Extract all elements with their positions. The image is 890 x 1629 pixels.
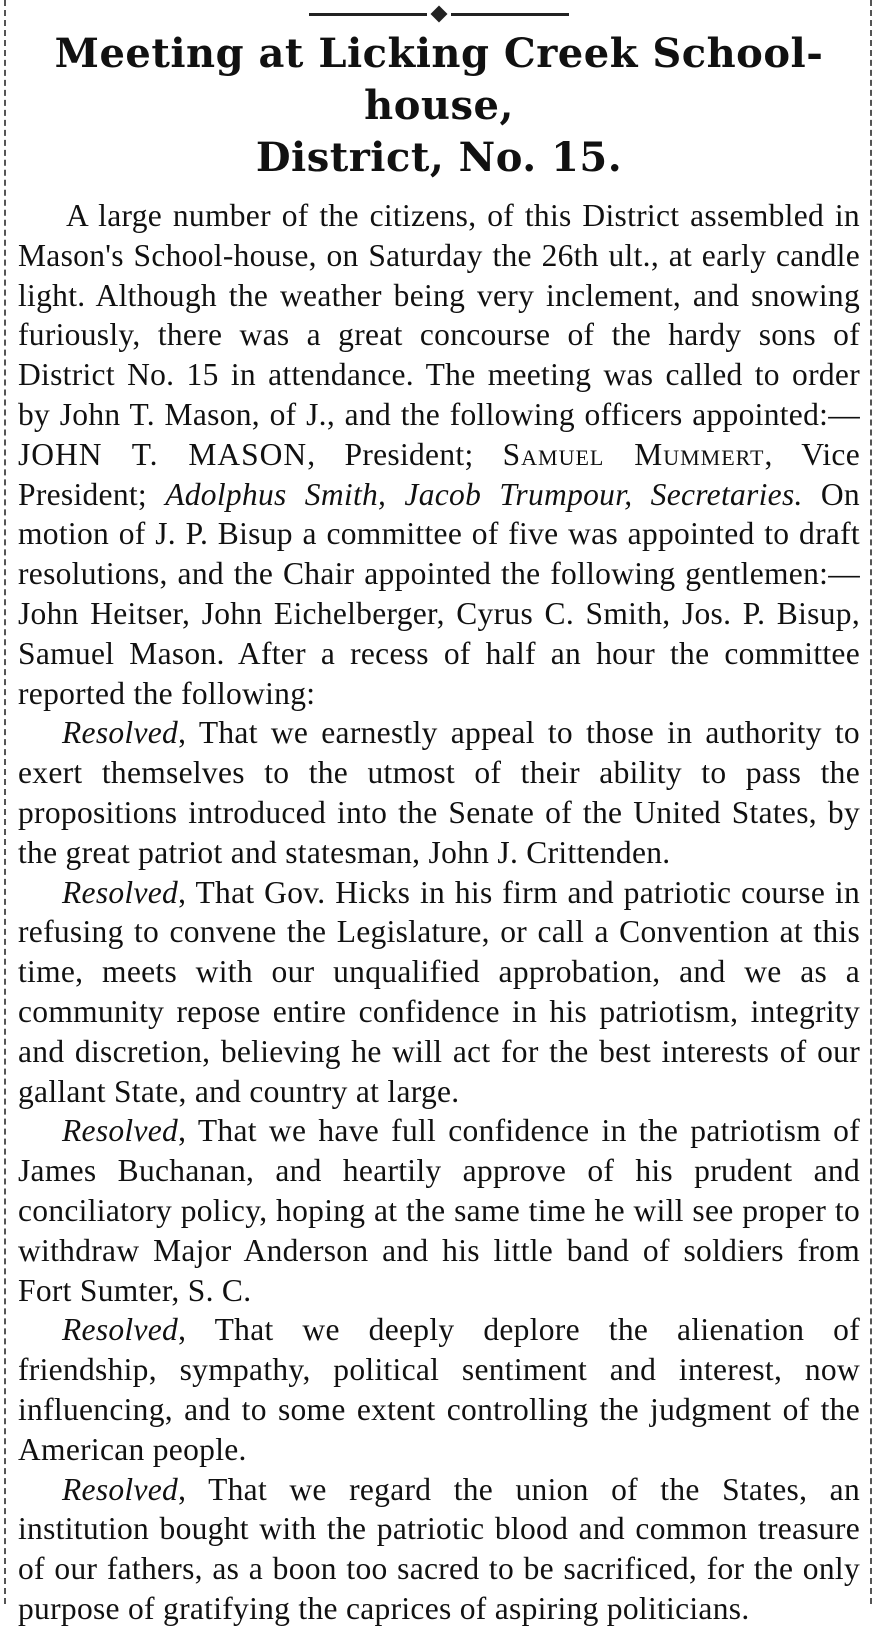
resolved-label: Resolved <box>62 874 179 910</box>
resolved-label: Resolved <box>62 715 179 751</box>
article-title <box>18 28 860 184</box>
intro-paragraph: A large number of the citizens, of this District assembled in Mason's School-house, on Saturday the 26th ult., at early candle light. Although the weather being very inclement, and snowing furiously, there was a great concourse of the hardy sons of District No. 15 in attendance. The meeting was called to order by John T. Mason, of J., and the following officers appointed:—JOHN T. MASON, President; Samuel Mummert, Vice President; Adolphus Smith, Jacob Trumpour, Secretaries. On motion of J. P. Bisup a committee of five was appointed to draft resolutions, and the Chair appointed the following gentlemen:—John Heitser, John Eichelberger, Cyrus C. Smith, Jos. P. Bisup, Samuel Mason. After a recess of half an hour the committee reported the following: <box>18 198 860 711</box>
ornament-diamond-icon <box>431 6 448 23</box>
article-body <box>18 196 860 1629</box>
resolution-2: Resolved, That Gov. Hicks in his firm and patriotic course in refusing to convene the Legislature, or call a Convention at this time, meets with our unqualified approbation, and we as a community repose entire confidence in his patriotism, integrity and discretion, believing he will act for the best interests of our gallant State, and country at large. <box>18 874 860 1109</box>
resolution-1: Resolved, That we earnestly appeal to those in authority to exert themselves to the utmost of their ability to pass the propositions introduced into the Senate of the United States, by the great patriot and statesman, John J. Crittenden. <box>18 715 860 870</box>
column-rule-left <box>4 0 6 1604</box>
resolution-4: Resolved, That we deeply deplore the alienation of friendship, sympathy, political sentiment and interest, now influencing, and to some extent controlling the judgment of the American people. <box>18 1312 860 1467</box>
resolution-3: Resolved, That we have full confidence in the patriotism of James Buchanan, and heartily approve of his prudent and conciliatory policy, hoping at the same time he will see proper to withdraw Major Anderson and his little band of soldiers from Fort Sumter, S. C. <box>18 1113 860 1308</box>
title-line-2: District, No. 15. <box>255 134 623 181</box>
resolved-label: Resolved <box>62 1471 179 1507</box>
president-name: JOHN T. MASON <box>18 436 308 472</box>
vice-president-name: Samuel Mummert <box>502 436 765 472</box>
column-rule-right <box>870 0 872 1604</box>
title-line-1: Meeting at Licking Creek School-house, <box>54 30 824 129</box>
resolution-5: Resolved, That we regard the union of the States, an institution bought with the patriotic blood and common treasure of our fathers, as a boon too sacred to be sacrificed, for the only purpose of gratifying the caprices of aspiring politicians. <box>18 1471 860 1626</box>
ornament-divider <box>309 6 569 22</box>
resolved-label: Resolved <box>62 1113 179 1149</box>
resolved-label: Resolved <box>62 1312 179 1348</box>
secretaries-names: Adolphus Smith, Jacob Trumpour, Secretaries. <box>165 476 803 512</box>
